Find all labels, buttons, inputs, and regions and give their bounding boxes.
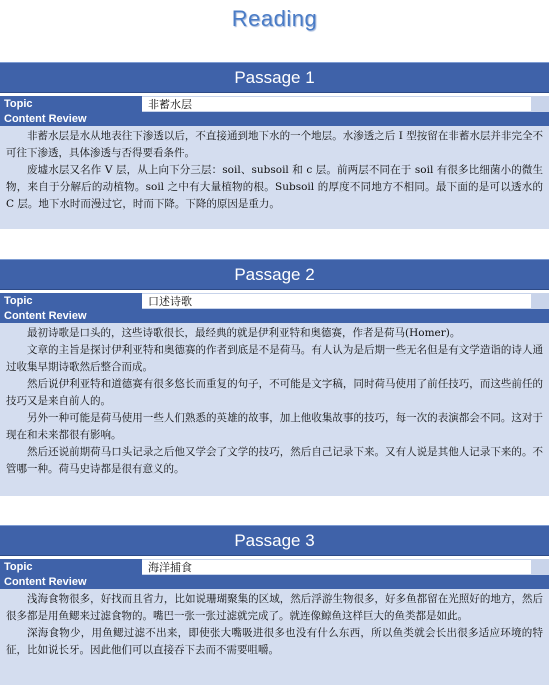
passage-heading: Passage 1 — [0, 62, 549, 93]
topic-value: 海洋捕食 — [142, 559, 531, 575]
content-review-label: Content Review — [0, 575, 549, 589]
topic-row-fill — [531, 293, 549, 309]
passage-3-section — [0, 525, 549, 685]
content-review-body — [0, 589, 549, 685]
topic-label: Topic — [0, 559, 142, 575]
paragraph: 另外一种可能是荷马使用一些人们熟悉的英雄的故事，加上他收集故事的技巧，每一次的表演都会不同。这对于现在和未来都很有影响。 — [6, 412, 543, 441]
topic-row-fill — [531, 96, 549, 112]
topic-value: 口述诗歌 — [142, 293, 531, 309]
passage-2-section — [0, 259, 549, 496]
paragraph: 然后还说前期荷马口头记录之后他又学会了文学的技巧，然后自己记录下来。又有人说是其他人记录下来的。不管哪一种。荷马史诗都是很有意义的。 — [6, 446, 543, 475]
topic-value: 非蓄水层 — [142, 96, 531, 112]
topic-row-fill — [531, 559, 549, 575]
paragraph: 最初诗歌是口头的，这些诗歌很长，最经典的就是伊利亚特和奥德赛，作者是荷马(Homer)。 — [27, 327, 461, 339]
content-review-label: Content Review — [0, 309, 549, 323]
page-title: Reading — [231, 6, 318, 31]
passage-heading: Passage 2 — [0, 259, 549, 290]
topic-row — [0, 293, 549, 309]
paragraph: 非蓄水层是水从地表往下渗透以后，不直接通到地下水的一个地层。水渗透之后 I 型按留在非蓄水层并非完全不可往下渗透，具体渗透与否得要看条件。 — [6, 130, 543, 159]
paragraph: 然后说伊利亚特和道德赛有很多悠长而重复的句子，不可能是文字稿，同时荷马使用了前任技巧，而这些前任的技巧又是来自前人的。 — [6, 378, 543, 407]
passage-1-section — [0, 62, 549, 229]
passage-heading: Passage 3 — [0, 525, 549, 556]
paragraph: 深海食物少，用鱼鳃过滤不出来，即使张大嘴吸进很多也没有什么东西，所以鱼类就会长出很多适应环境的特征，比如说长牙。因此他们可以直接吞下去而不需要咀嚼。 — [6, 627, 543, 656]
topic-row — [0, 559, 549, 575]
paragraph: 浅海食物很多，好找而且省力，比如说珊瑚聚集的区域，然后浮游生物很多，好多鱼都留在光照好的地方，然后很多都是用鱼鳃来过滤食物的。嘴巴一张一张过滤就完成了。就连像鲸鱼这样巨大的鱼类都是如此。 — [6, 593, 543, 622]
topic-label: Topic — [0, 96, 142, 112]
content-review-body — [0, 323, 549, 496]
topic-label: Topic — [0, 293, 142, 309]
paragraph: 废墟水层又名作 V 层，从上向下分三层：soil、subsoil 和 c 层。前两层不同在于 soil 有很多比细菌小的微生物，来自于分解后的动植物。soil 之中有大量植物的根。Subsoil 的厚度不同地方不相同。最下面的是可以透水的 C 层。地下水时而漫过它，时而下降。下降的原因是重力。 — [6, 164, 543, 210]
topic-row — [0, 96, 549, 112]
content-review-body — [0, 126, 549, 229]
content-review-label: Content Review — [0, 112, 549, 126]
paragraph: 文章的主旨是探讨伊利亚特和奥德赛的作者到底是不是荷马。有人认为是后期一些无名但是有文学造诣的诗人通过收集早期诗歌然后整合而成。 — [6, 344, 543, 373]
